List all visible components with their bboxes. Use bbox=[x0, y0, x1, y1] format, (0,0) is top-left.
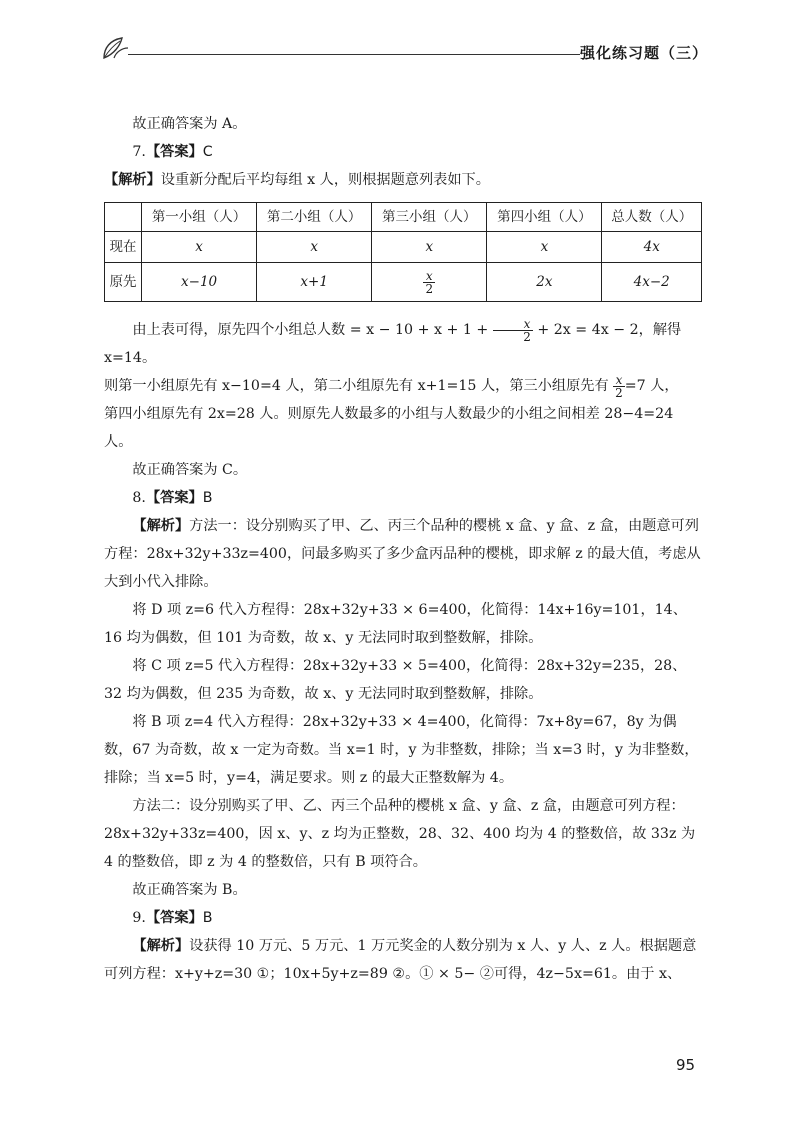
fraction-denominator: 2 bbox=[615, 385, 623, 400]
table-row-before bbox=[105, 263, 702, 302]
equation-part-2: + 2x = 4x − 2，解得 x=14。 bbox=[104, 322, 682, 366]
q9-analysis bbox=[104, 932, 702, 988]
fraction-x-over-2 bbox=[613, 374, 625, 399]
table-cell: 2x bbox=[487, 263, 602, 302]
q7-analysis-label: 【解析】 bbox=[104, 172, 161, 188]
q8-option-b: 将 B 项 z=4 代入方程得：28x+32y+33 × 4=400，化简得：7x+8y=67，8y 为偶数，67 为奇数，故 x 一定为奇数。当 x=1 时，y 为非整数，排除；当 x=3 时，y 为非整数，排除；当 x=5 时，y=4，满足要求。则 z 的最大正整数解为 4。 bbox=[104, 714, 699, 786]
q9-answer-line bbox=[104, 904, 702, 932]
q8-option-d: 将 D 项 z=6 代入方程得：28x+32y+33 × 6=400，化简得：14x+16y=101，14、16 均为偶数，但 101 为奇数，故 x、y 无法同时取到整数解，排除。 bbox=[104, 602, 687, 646]
table-cell: x bbox=[372, 232, 487, 263]
q9-number: 9. bbox=[132, 910, 146, 926]
q8-option-c: 将 C 项 z=5 代入方程得：28x+32y+33 × 5=400，化简得：28x+32y=235，28、32 均为偶数，但 235 为奇数，故 x、y 无法同时取到整数解，排除。 bbox=[104, 658, 687, 702]
q8-number: 8. bbox=[132, 490, 146, 506]
q7-result-line-1 bbox=[104, 372, 702, 400]
q7-analysis bbox=[104, 166, 702, 194]
q7-equation bbox=[104, 316, 702, 372]
q9-text: 设获得 10 万元、5 万元、1 万元奖金的人数分别为 x 人、y 人、z 人。根据题意可列方程：x+y+z=30 ①；10x+5y+z=89 ②。① × 5− ②可得，4z−5x=61。由于 x、 bbox=[104, 938, 697, 982]
conclusion-a: 故正确答案为 A。 bbox=[132, 116, 247, 132]
page-header bbox=[100, 32, 710, 66]
q7-answer-label: 【答案】 bbox=[145, 144, 203, 160]
table-header-cell: 总人数（人） bbox=[602, 203, 702, 232]
q9-answer-label: 【答案】 bbox=[145, 910, 203, 926]
table-cell: x bbox=[142, 232, 257, 263]
result-line-1b: =7 人， bbox=[624, 378, 679, 394]
fraction-x-over-2 bbox=[493, 318, 533, 343]
table-cell: x bbox=[487, 232, 602, 263]
q7-answer-value: C bbox=[202, 144, 213, 160]
table-cell: 原先 bbox=[105, 263, 142, 302]
leaf-ornament-icon bbox=[100, 32, 130, 62]
page-number: 95 bbox=[676, 1056, 696, 1074]
q8-method-2: 方法二：设分别购买了甲、乙、丙三个品种的樱桃 x 盒、y 盒、z 盒，由题意可列方程：28x+32y+33z=400，因 x、y、z 均为正整数，28、32、400 均为 4 的整数倍，故 33z 为 4 的整数倍，即 z 为 4 的整数倍，只有 B 项符合。 bbox=[104, 798, 696, 870]
table-header-cell: 第一小组（人） bbox=[142, 203, 257, 232]
fraction-denominator: 2 bbox=[523, 329, 531, 344]
q8-answer-label: 【答案】 bbox=[145, 490, 203, 506]
q9-answer-value: B bbox=[202, 910, 213, 926]
equation-part-1: 由上表可得，原先四个小组总人数 = x − 10 + x + 1 + bbox=[132, 322, 489, 338]
fraction-numerator: x bbox=[423, 270, 435, 283]
page-content bbox=[104, 110, 702, 988]
table-header-cell bbox=[105, 203, 142, 232]
conclusion-c: 故正确答案为 C。 bbox=[132, 462, 248, 478]
table-cell: 现在 bbox=[105, 232, 142, 263]
q8-answer-value: B bbox=[202, 490, 213, 506]
table-cell: x+1 bbox=[257, 263, 372, 302]
q8-method-1-text: 方法一：设分别购买了甲、乙、丙三个品种的樱桃 x 盒、y 盒、z 盒，由题意可列方程：28x+32y+33z=400，问最多购买了多少盒丙品种的樱桃，即求解 z 的最大值，考虑从大到小代入排除。 bbox=[104, 518, 701, 590]
q7-number: 7. bbox=[132, 144, 146, 160]
q7-answer-line bbox=[104, 138, 702, 166]
table-cell: 4x−2 bbox=[602, 263, 702, 302]
header-rule bbox=[128, 54, 580, 55]
table-header-cell: 第三小组（人） bbox=[372, 203, 487, 232]
table-header-cell: 第四小组（人） bbox=[487, 203, 602, 232]
header-title: 强化练习题（三） bbox=[579, 44, 708, 62]
fraction-denominator: 2 bbox=[425, 282, 434, 296]
group-table bbox=[104, 202, 702, 302]
q7-intro: 设重新分配后平均每组 x 人，则根据题意列表如下。 bbox=[160, 172, 490, 188]
q9-analysis-label: 【解析】 bbox=[132, 938, 190, 954]
table-header-cell: 第二小组（人） bbox=[257, 203, 372, 232]
fraction-numerator: x bbox=[493, 318, 533, 331]
table-row-now bbox=[105, 232, 702, 263]
q8-method-1 bbox=[104, 512, 702, 596]
fraction-numerator: x bbox=[613, 374, 625, 387]
q8-analysis-label: 【解析】 bbox=[132, 518, 190, 534]
table-cell: x−10 bbox=[142, 263, 257, 302]
result-line-1a: 则第一小组原先有 x−10=4 人，第二小组原先有 x+1=15 人，第三小组原先有 bbox=[104, 378, 609, 394]
conclusion-b: 故正确答案为 B。 bbox=[132, 882, 247, 898]
table-cell-fraction bbox=[372, 263, 487, 302]
q7-result-line-2: 第四小组原先有 2x=28 人。则原先人数最多的小组与人数最少的小组之间相差 28−4=24 人。 bbox=[104, 406, 674, 450]
q8-answer-line bbox=[104, 484, 702, 512]
table-cell: x bbox=[257, 232, 372, 263]
fraction-x-over-2 bbox=[423, 270, 435, 295]
table-header-row bbox=[105, 203, 702, 232]
table-cell: 4x bbox=[602, 232, 702, 263]
